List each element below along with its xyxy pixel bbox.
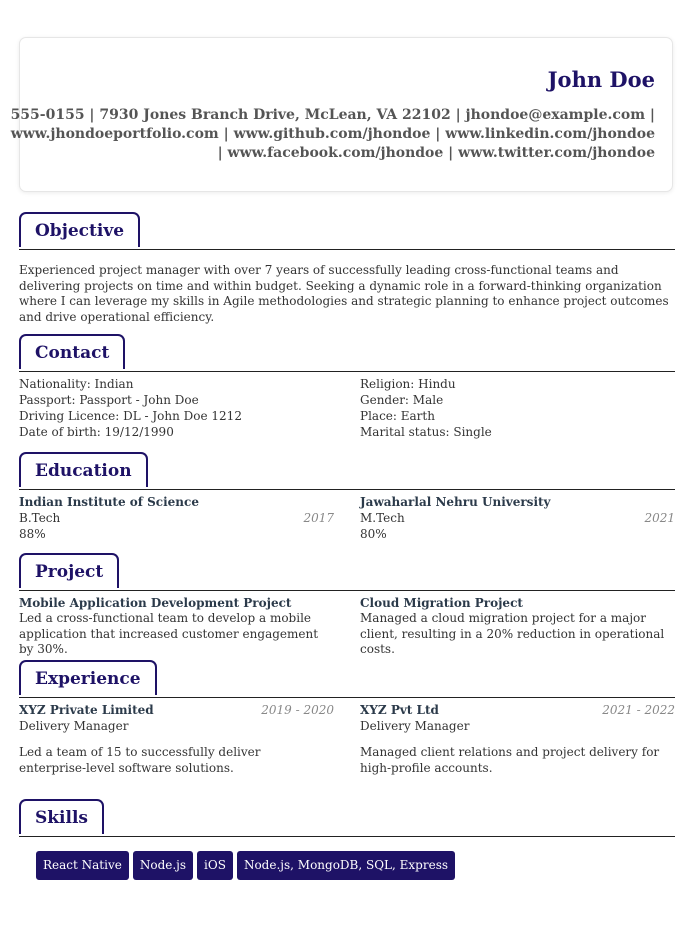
project-item bbox=[19, 595, 334, 658]
institution-name: Indian Institute of Science bbox=[19, 495, 199, 509]
degree: B.Tech bbox=[19, 511, 61, 525]
project-section bbox=[19, 553, 675, 656]
skill-tag: Node.js, MongoDB, SQL, Express bbox=[237, 851, 455, 880]
skills-header bbox=[19, 799, 675, 837]
education-item bbox=[19, 494, 334, 542]
skill-tag: React Native bbox=[36, 851, 129, 880]
contact-section bbox=[19, 334, 675, 439]
education-header bbox=[19, 452, 675, 490]
project-description: Led a cross-functional team to develop a mobile application that increased customer engagement by 30%. bbox=[19, 611, 319, 656]
job-role: Delivery Manager bbox=[360, 719, 470, 733]
objective-text: Experienced project manager with over 7 years of successfully leading cross-functional teams and delivering projects on time and within budget. Seeking a dynamic role in a forward-thinking organization where I can leverage my skills in Agile methodologies and strategic planning to enhance project outcomes and drive operational efficiency. bbox=[19, 263, 669, 324]
objective-header bbox=[19, 212, 675, 250]
skills-title: Skills bbox=[19, 799, 104, 834]
graduation-year: 2017 bbox=[303, 511, 334, 525]
project-description: Managed a cloud migration project for a major client, resulting in a 20% reduction in operational costs. bbox=[360, 611, 665, 656]
contact-right-column bbox=[360, 376, 675, 440]
objective-section bbox=[19, 212, 675, 325]
experience-item bbox=[19, 702, 334, 776]
experience-company-row bbox=[360, 702, 675, 718]
job-description: Led a team of 15 to successfully deliver enterprise-level software solutions. bbox=[19, 745, 261, 775]
gender: Gender: Male bbox=[360, 393, 444, 407]
skills-list bbox=[36, 851, 459, 880]
score: 88% bbox=[19, 527, 46, 541]
objective-title: Objective bbox=[19, 212, 140, 247]
contact-header bbox=[19, 334, 675, 372]
candidate-name: John Doe bbox=[547, 67, 655, 92]
header-card bbox=[10, 37, 673, 192]
driving-licence: Driving Licence: DL - John Doe 1212 bbox=[19, 409, 242, 423]
skill-tag: iOS bbox=[197, 851, 233, 880]
experience-item bbox=[360, 702, 675, 776]
project-title: Project bbox=[19, 553, 119, 588]
date-of-birth: Date of birth: 19/12/1990 bbox=[19, 425, 174, 439]
contact-title: Contact bbox=[19, 334, 125, 369]
experience-section bbox=[19, 660, 675, 775]
project-item bbox=[360, 595, 675, 658]
experience-company-row bbox=[19, 702, 334, 718]
graduation-year: 2021 bbox=[644, 511, 675, 525]
passport: Passport: Passport - John Doe bbox=[19, 393, 199, 407]
job-description: Managed client relations and project delivery for high-profile accounts. bbox=[360, 745, 660, 775]
company-name: XYZ Pvt Ltd bbox=[360, 703, 439, 717]
place: Place: Earth bbox=[360, 409, 435, 423]
project-header bbox=[19, 553, 675, 591]
project-name: Cloud Migration Project bbox=[360, 596, 523, 610]
experience-title: Experience bbox=[19, 660, 157, 695]
contact-line-1: 555-0155 | 7930 Jones Branch Drive, McLean, VA 22102 | jhondoe@example.com | bbox=[10, 107, 655, 123]
education-section bbox=[19, 452, 675, 541]
nationality: Nationality: Indian bbox=[19, 377, 134, 391]
employment-period: 2021 - 2022 bbox=[602, 703, 675, 717]
education-title: Education bbox=[19, 452, 148, 487]
degree-row bbox=[19, 510, 334, 526]
religion: Religion: Hindu bbox=[360, 377, 456, 391]
contact-left-column bbox=[19, 376, 334, 440]
marital-status: Marital status: Single bbox=[360, 425, 492, 439]
contact-line-3: | www.facebook.com/jhondoe | www.twitter.com/jhondoe bbox=[217, 145, 655, 161]
institution-name: Jawaharlal Nehru University bbox=[360, 495, 551, 509]
contact-line-2: www.jhondoeportfolio.com | www.github.com/jhondoe | www.linkedin.com/jhondoe bbox=[10, 126, 655, 142]
score: 80% bbox=[360, 527, 387, 541]
skills-section bbox=[19, 799, 675, 872]
education-item bbox=[360, 494, 675, 542]
skill-tag: Node.js bbox=[133, 851, 193, 880]
employment-period: 2019 - 2020 bbox=[261, 703, 334, 717]
job-role: Delivery Manager bbox=[19, 719, 129, 733]
experience-header bbox=[19, 660, 675, 698]
degree-row bbox=[360, 510, 675, 526]
project-name: Mobile Application Development Project bbox=[19, 596, 292, 610]
degree: M.Tech bbox=[360, 511, 405, 525]
company-name: XYZ Private Limited bbox=[19, 703, 154, 717]
